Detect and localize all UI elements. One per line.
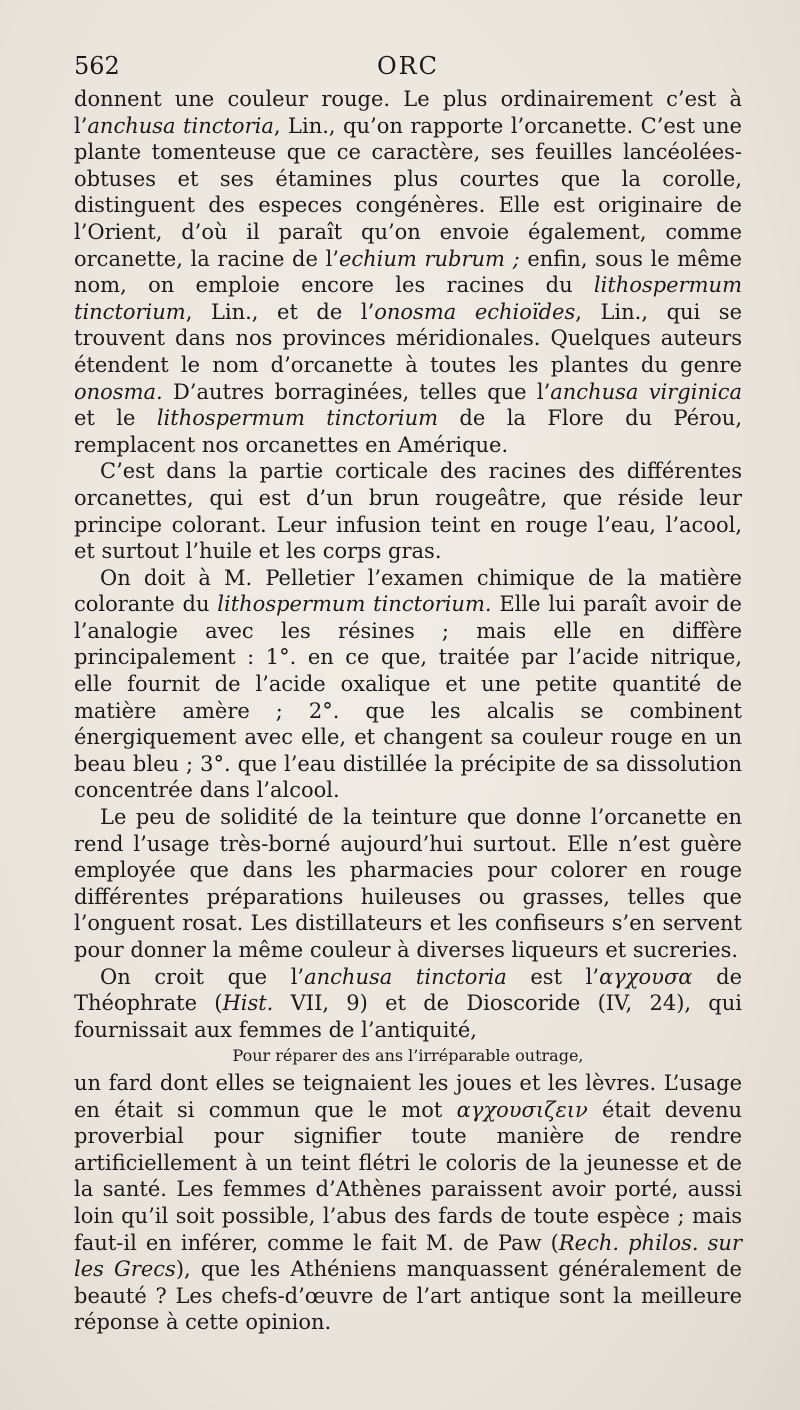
italic-text: Hist. [222,991,274,1016]
text-run: C’est dans la partie corticale des racines des différentes orcanettes, qui est d’un brun rougeâtre, que réside leur principe colorant. Leur infusion teint en rouge l’eau, l’acool, et surtout l’huile et les corps gras. [74,459,742,564]
text-run: est l’ [506,964,600,989]
text-run: ), que les Athéniens manquassent généralement de beauté ? Les chefs-d’œuvre de l’art antique sont la meilleure réponse à cette opinion. [74,1257,742,1335]
paragraph [74,804,742,964]
text-run: était devenu proverbial pour signifier toute manière de rendre artificiellement à un teint flétri le coloris de la jeunesse et de la santé. Les femmes d’Athènes paraissent avoir porté, aussi loin qu’il soit possible, l’abus des fards de toute espèce ; mais faut-il en inférer, comme le fait M. de Paw ( [74,1097,743,1255]
running-head: ORC [376,52,440,80]
text-run: un fard dont elles se teignaient les joues et les lèvres. L’usage en était si commun que le mot [74,1070,742,1122]
text-run: , Lin., qu’on rapporte l’orcanette. C’est une plante tomenteuse que ce caractère, ses feuilles lancéolées-obtuses et ses étamines plus courtes que la corolle, distinguent des especes congénères. Elle est originaire de l’Orient, d’où il paraît qu’on envoie également, comme orcanette, la racine de l’ [74,113,742,271]
text-run: Le peu de solidité de la teinture que donne l’orcanette en rend l’usage très-borné aujourd’hui surtout. Elle n’est guère employée que dans les pharmacies pour colorer en rouge différentes préparations huileuses ou grasses, telles que l’onguent rosat. Les distillateurs et les confiseurs s’en servent pour donner la même couleur à diverses liqueurs et sucreries. [74,805,742,962]
italic-text: echium rubrum ; [338,246,520,271]
text-run: On doit à M. Pelletier l’examen chimique de la matière colorante du [74,565,742,617]
italic-text: onosma echioïdes [374,299,576,324]
italic-text: Rech. philos. sur les Grecs [74,1230,742,1282]
italic-text: anchusa virginica [550,379,742,404]
italic-text: lithospermum tinctorium. [217,592,492,617]
verse-quote [74,1043,742,1070]
paragraph [74,1070,742,1336]
text-run: de Théophrate ( [74,964,742,1016]
text-run: Pour réparer des ans l’irréparable outrage, [232,1046,584,1066]
text-run: VII, 9) et de Dioscoride (IV, 24), qui fournissait aux femmes de l’antiquité, [74,991,742,1042]
italic-text: onosma. [74,379,163,404]
text-run: , Lin., et de l’ [185,299,375,324]
paragraph [74,964,742,1044]
page-body [74,86,742,1336]
text-run: Elle lui paraît avoir de l’analogie avec les résines ; mais elle en diffère principalement : 1°. en ce que, traitée par l’acide nitrique, elle fournit de l’acide oxalique et une petite quantité de matière amère ; 2°. que les alcalis se combinent énergiquement avec elle, et changent sa couleur rouge en un beau bleu ; 3°. que l’eau distillée la précipite de sa dissolution concentrée dans l’alcool. [74,592,742,803]
italic-text: anchusa tinctoria [304,964,507,989]
paragraph [74,458,742,564]
italic-text: lithospermum tinctorium [74,273,742,324]
italic-text: αγχουσα [599,964,693,989]
text-run: On croit que l’ [100,964,305,989]
paragraph [74,565,742,804]
text-run: et le [74,406,157,431]
paragraph [74,86,742,458]
text-run: , Lin., qui se trouvent dans nos provinces méridionales. Quelques auteurs étendent le nom d’orcanette à toutes les plantes du genre [74,299,742,377]
italic-text: αγχουσιζειν [456,1097,588,1122]
text-run: donnent une couleur rouge. Le plus ordinairement c’est à l’ [74,87,742,138]
text-run: enfin, sous le même nom, on emploie encore les racines du [74,246,742,298]
italic-text: anchusa tinctoria [87,113,274,138]
page-number: 562 [74,52,120,80]
text-run: D’autres borraginées, telles que l’ [162,379,551,404]
text-run: de la Flore du Pérou, remplacent nos orcanettes en Amérique. [74,406,743,457]
italic-text: lithospermum tinctorium [156,406,439,431]
page-header [74,52,742,86]
